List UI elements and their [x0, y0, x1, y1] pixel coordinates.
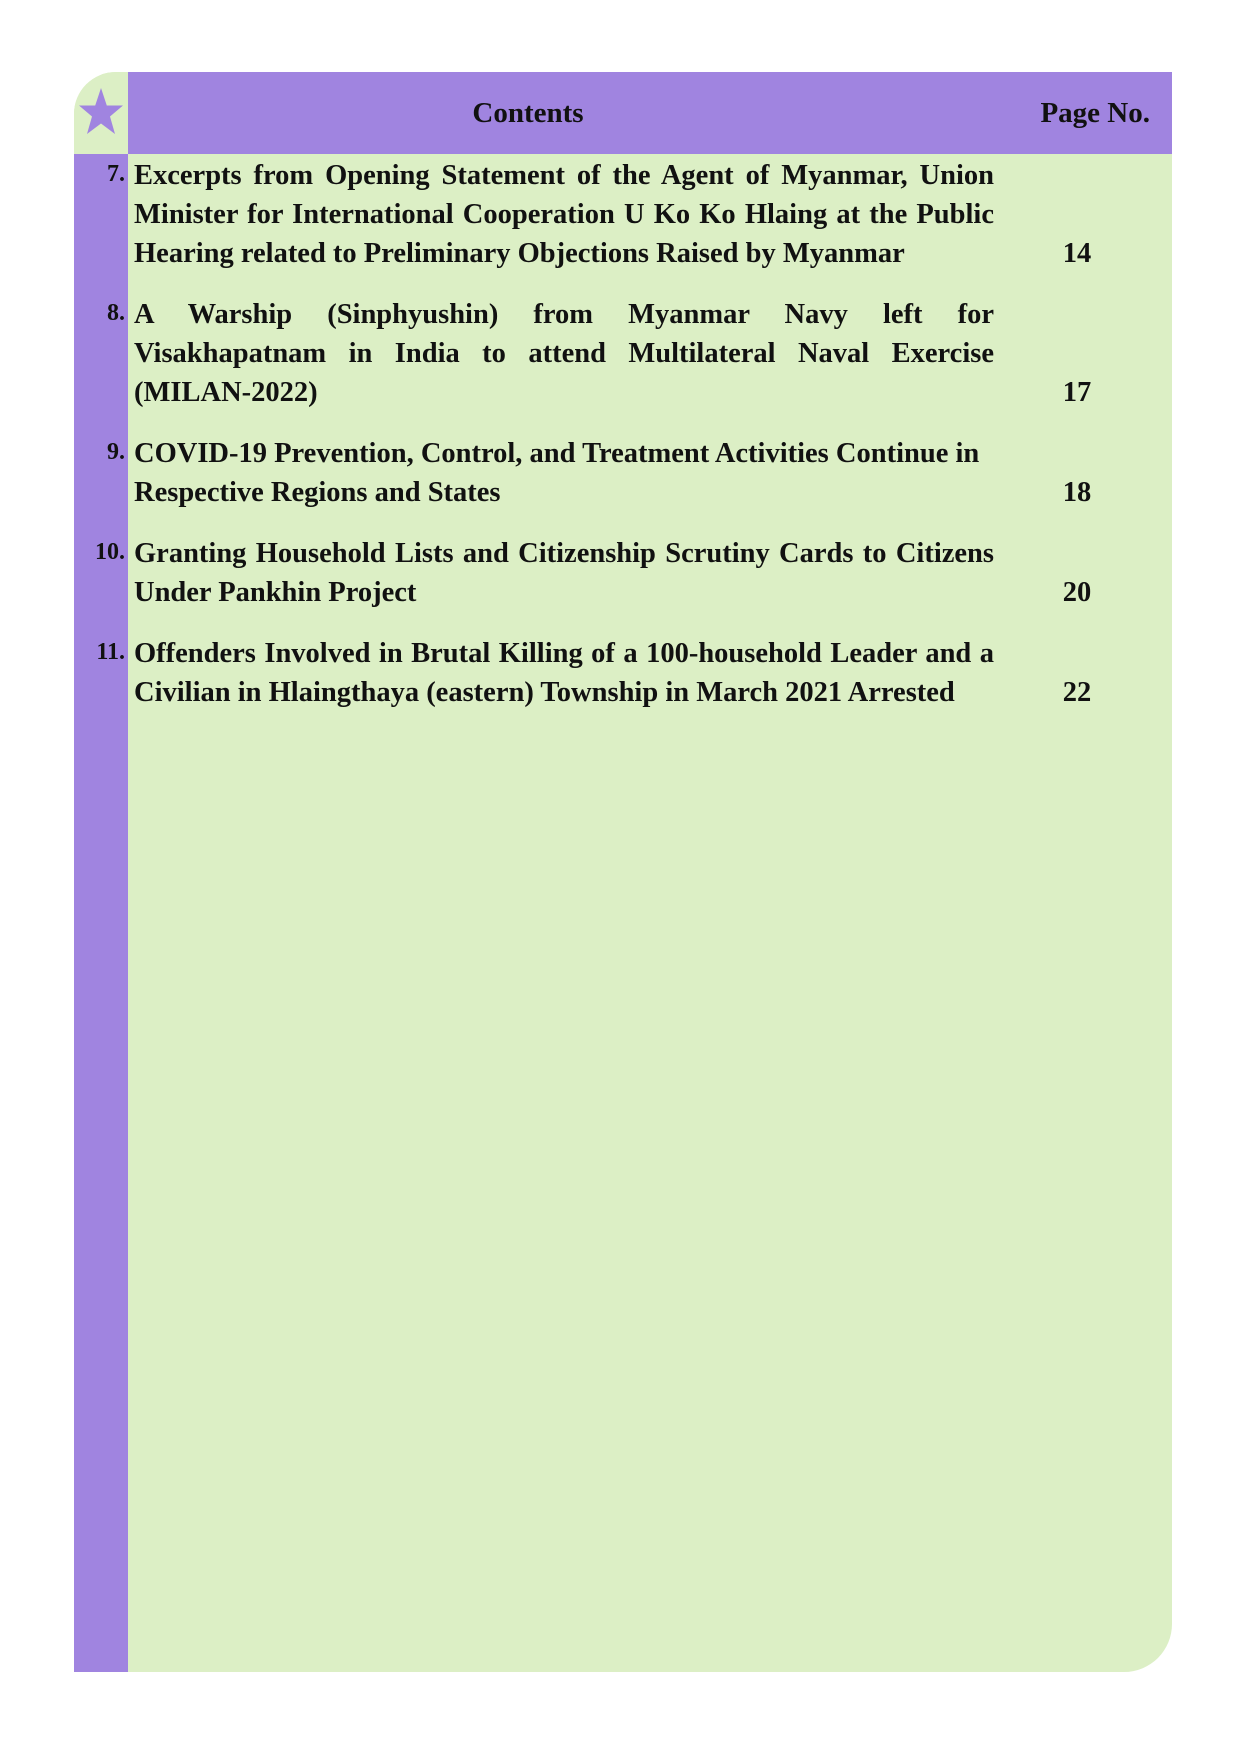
corner-cell	[74, 72, 128, 154]
entry-number: 11.	[96, 639, 125, 665]
entry-number: 8.	[107, 300, 125, 326]
entry-title: COVID-19 Prevention, Control, and Treatment Activities Continue in Respective Regions and States	[134, 438, 980, 508]
contents-panel	[74, 72, 1172, 1672]
table-of-contents	[74, 156, 1172, 734]
page-number-heading: Page No.	[1040, 97, 1150, 129]
toc-entry-7[interactable]	[74, 156, 1172, 273]
toc-entry-11[interactable]	[74, 634, 1172, 712]
entry-page-number: 22	[1062, 677, 1092, 708]
contents-heading: Contents	[472, 97, 584, 129]
entry-number: 9.	[107, 439, 125, 465]
entry-number: 7.	[107, 161, 125, 187]
entry-page-number: 20	[1062, 577, 1092, 608]
toc-entry-8[interactable]	[74, 295, 1172, 412]
toc-entry-9[interactable]	[74, 434, 1172, 512]
entry-number: 10.	[95, 539, 125, 565]
star-icon	[78, 86, 124, 138]
toc-entry-10[interactable]	[74, 534, 1172, 612]
entry-title: Granting Household Lists and Citizenship Scrutiny Cards to Citizens Under Pankhin Project	[134, 538, 994, 608]
entry-title: Offenders Involved in Brutal Killing of a 100-household Leader and a Civilian in Hlaingthaya (eastern) Township in March 2021 Arrested	[134, 638, 994, 708]
entry-page-number: 17	[1062, 377, 1092, 408]
entry-page-number: 18	[1062, 477, 1092, 508]
entry-title: Excerpts from Opening Statement of the Agent of Myanmar, Union Minister for International Cooperation U Ko Ko Hlaing at the Public Hearing related to Preliminary Objections Raised by Myanmar	[134, 160, 994, 269]
entry-title: A Warship (Sinphyushin) from Myanmar Navy left for Visakhapatnam in India to attend Multilateral Naval Exercise (MILAN-2022)	[134, 299, 994, 408]
entry-page-number: 14	[1062, 238, 1092, 269]
